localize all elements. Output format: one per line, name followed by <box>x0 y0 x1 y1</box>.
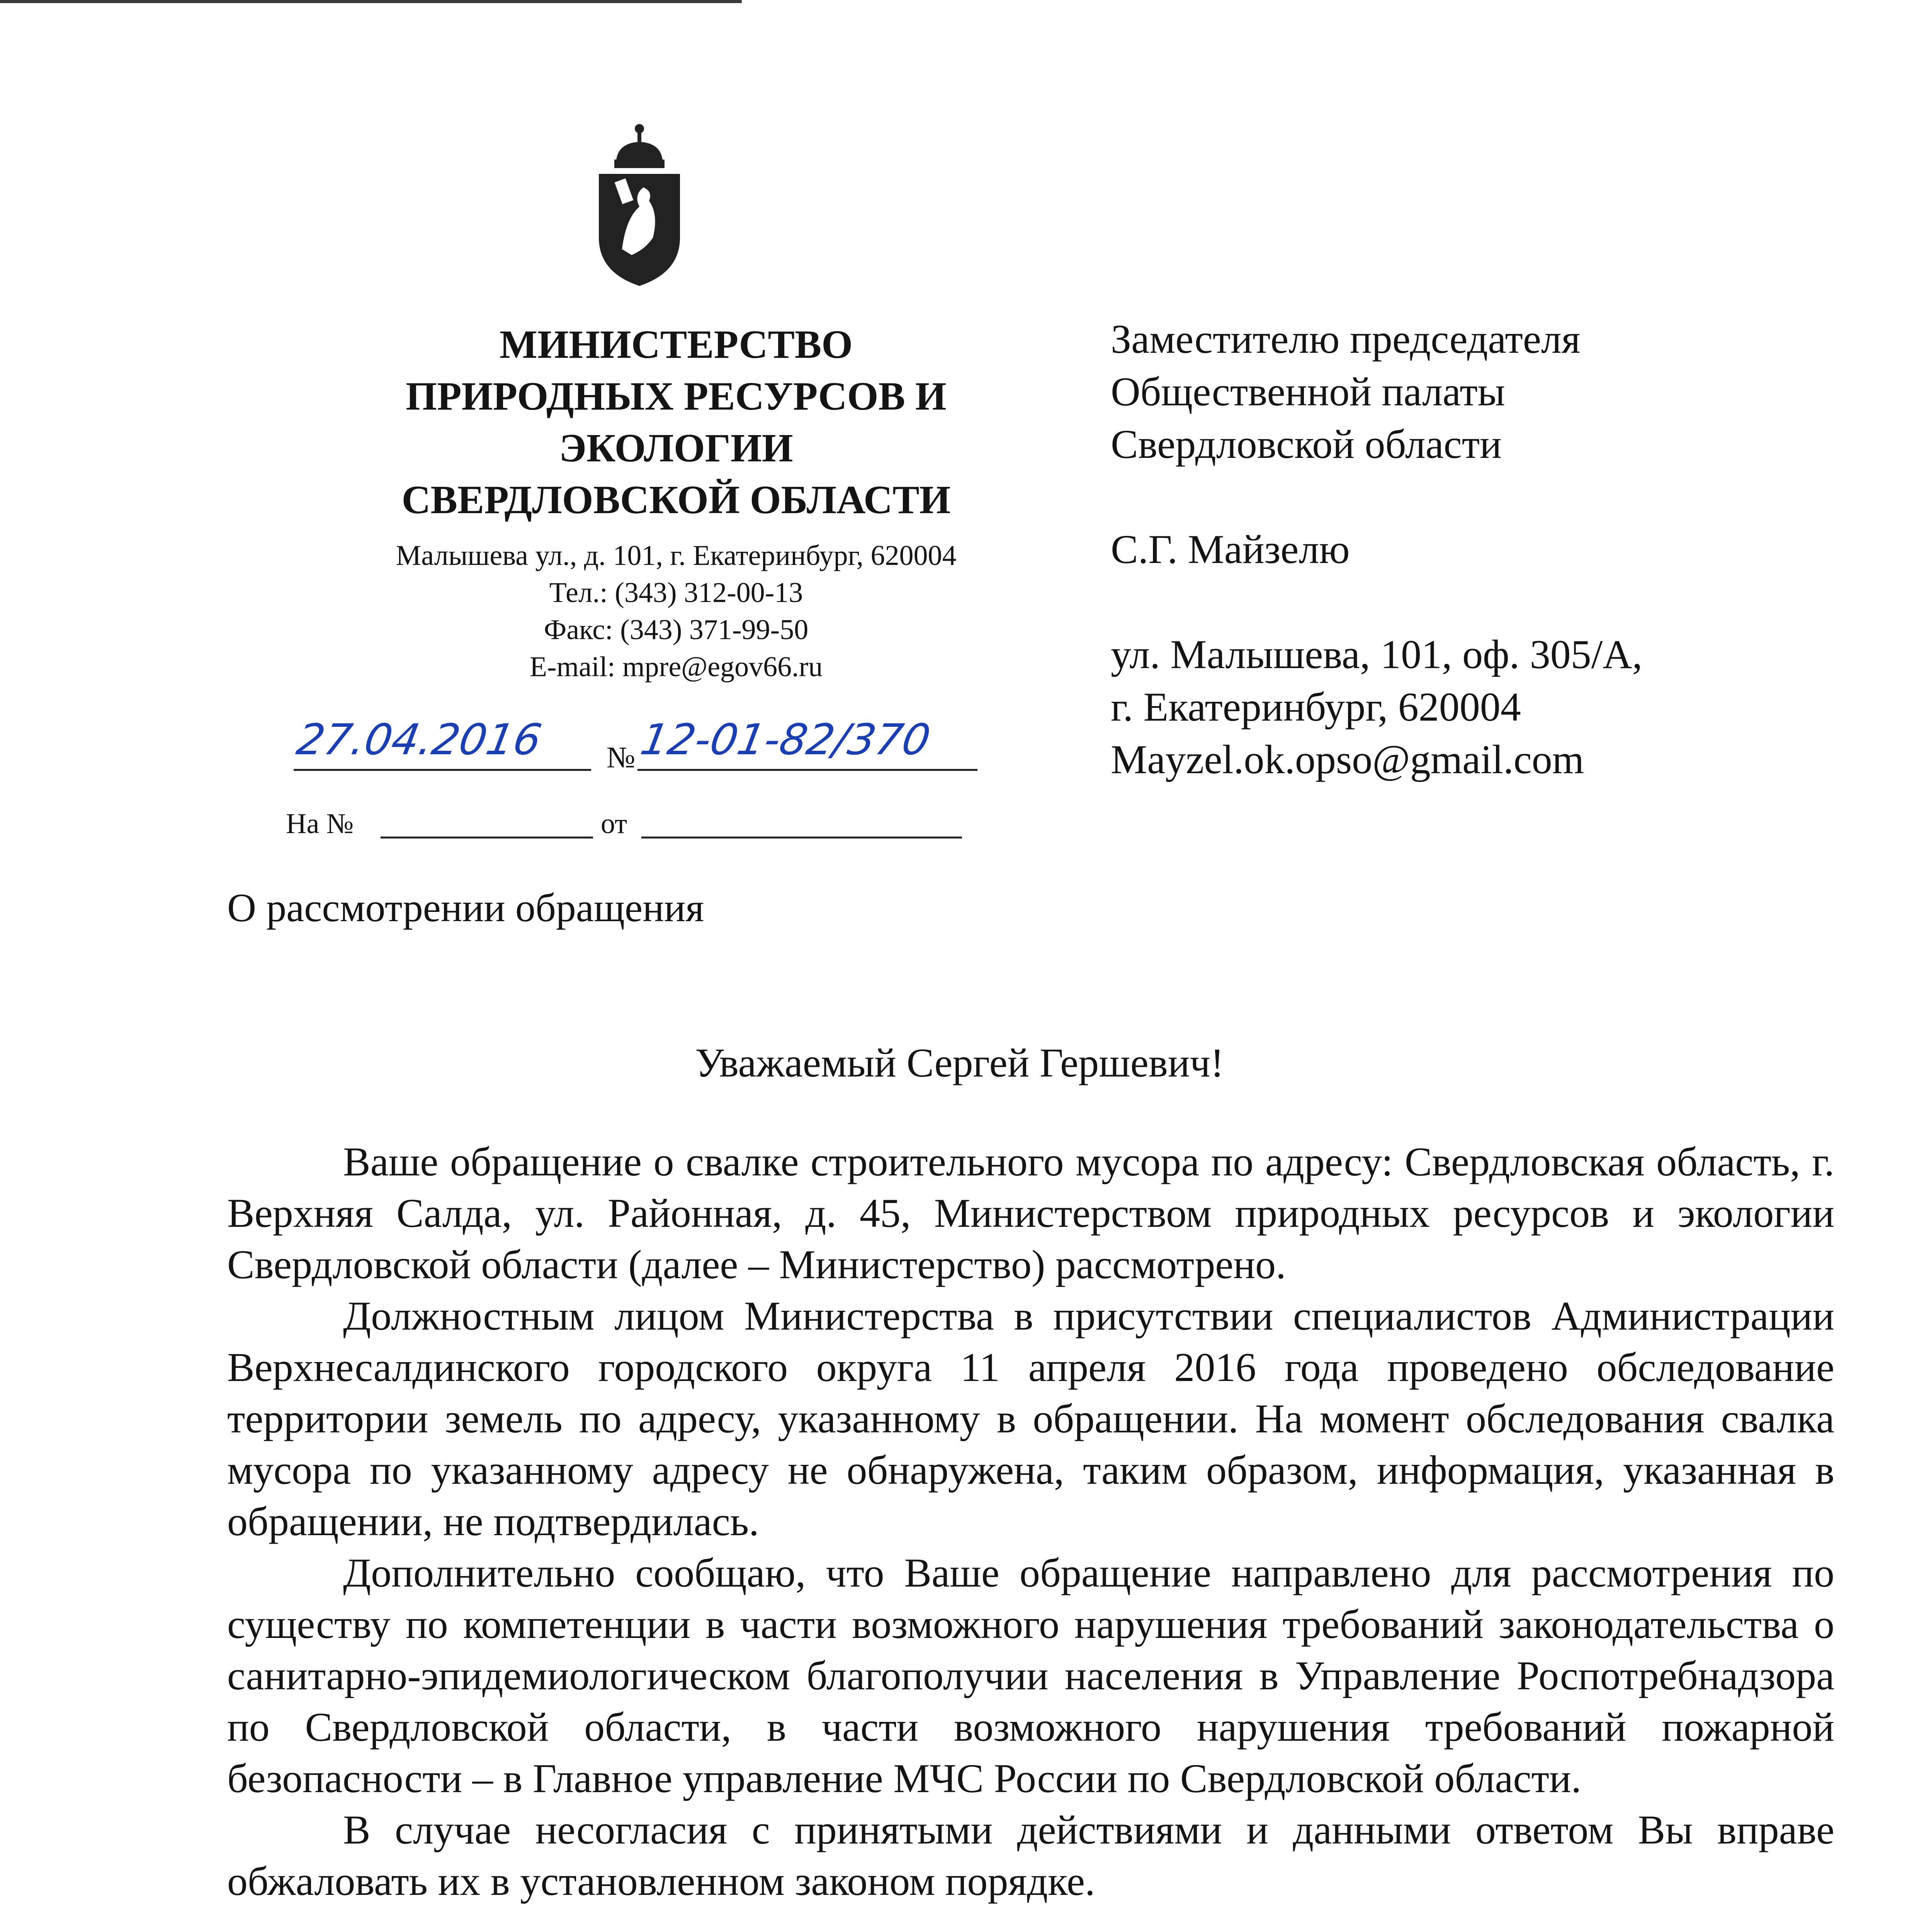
reference-date-label: от <box>601 808 627 840</box>
registration-number: 12-01-82/370 <box>637 715 934 764</box>
addressee-name: С.Г. Майзелю <box>1111 527 1350 572</box>
date-underline <box>294 769 591 771</box>
letter-greeting: Уважаемый Сергей Гершевич! <box>695 1040 1224 1085</box>
reference-number-label: На № <box>286 808 354 840</box>
letter-subject: О рассмотрении обращения <box>227 886 704 930</box>
ministry-line: МИНИСТЕРСТВО <box>499 322 853 367</box>
ministry-contacts <box>309 537 1043 685</box>
scan-edge-rule <box>0 0 742 3</box>
addressee-email: Mayzel.ok.opso@gmail.com <box>1111 737 1584 782</box>
body-paragraph: Должностным лицом Министерства в присутствии специалистов Администрации Верхнесалдинского городского округа 11 апреля 2016 года проведено обследование территории земель по адресу, указанному в обращении. На момент обследования свалка мусора по указанному адресу не обнаружена, таким образом, информация, указанная в обращении, не подтвердилась. <box>227 1293 1834 1544</box>
registration-number-label: № <box>607 740 636 774</box>
ministry-name <box>309 319 1043 526</box>
ministry-line: ЭКОЛОГИИ <box>559 426 793 470</box>
letter-body <box>227 1136 1834 1907</box>
addressee-line: Свердловской области <box>1111 422 1502 467</box>
body-paragraph: Дополнительно сообщаю, что Ваше обращение направлено для рассмотрения по существу по компетенции в части возможного нарушения требований законодательства о санитарно-эпидемиологическом благополучии населения в Управление Роспотребнадзора по Свердловской области, в части возможного нарушения требований пожарной безопасности – в Главное управление МЧС России по Свердловской области. <box>227 1550 1834 1801</box>
registration-date: 27.04.2016 <box>293 715 546 764</box>
addressee-line: Общественной палаты <box>1111 369 1505 414</box>
reference-date-line <box>641 837 962 838</box>
ministry-phone: Тел.: (343) 312-00-13 <box>549 577 803 609</box>
ministry-line: СВЕРДЛОВСКОЙ ОБЛАСТИ <box>401 478 951 522</box>
ministry-email: E-mail: mpre@egov66.ru <box>529 651 823 683</box>
ministry-address: Малышева ул., д. 101, г. Екатеринбург, 620004 <box>396 540 957 571</box>
ministry-line: ПРИРОДНЫХ РЕСУРСОВ И <box>406 374 947 418</box>
coat-of-arms-icon <box>595 122 684 288</box>
addressee-address-line: ул. Малышева, 101, оф. 305/А, <box>1111 632 1643 677</box>
body-paragraph: В случае несогласия с принятыми действиями и данными ответом Вы вправе обжаловать их в установленном законом порядке. <box>227 1807 1834 1904</box>
ministry-fax: Факс: (343) 371-99-50 <box>544 614 809 646</box>
number-underline <box>637 769 977 771</box>
reference-number-line <box>381 837 593 838</box>
addressee-block <box>1111 313 1883 786</box>
addressee-address-line: г. Екатеринбург, 620004 <box>1111 684 1521 730</box>
body-paragraph: Ваше обращение о свалке строительного мусора по адресу: Свердловская область, г. Верхняя Салда, ул. Районная, д. 45, Министерством природных ресурсов и экологии Свердловской области (далее – Министерство) рассмотрено. <box>227 1139 1834 1287</box>
addressee-line: Заместителю председателя <box>1111 316 1581 362</box>
